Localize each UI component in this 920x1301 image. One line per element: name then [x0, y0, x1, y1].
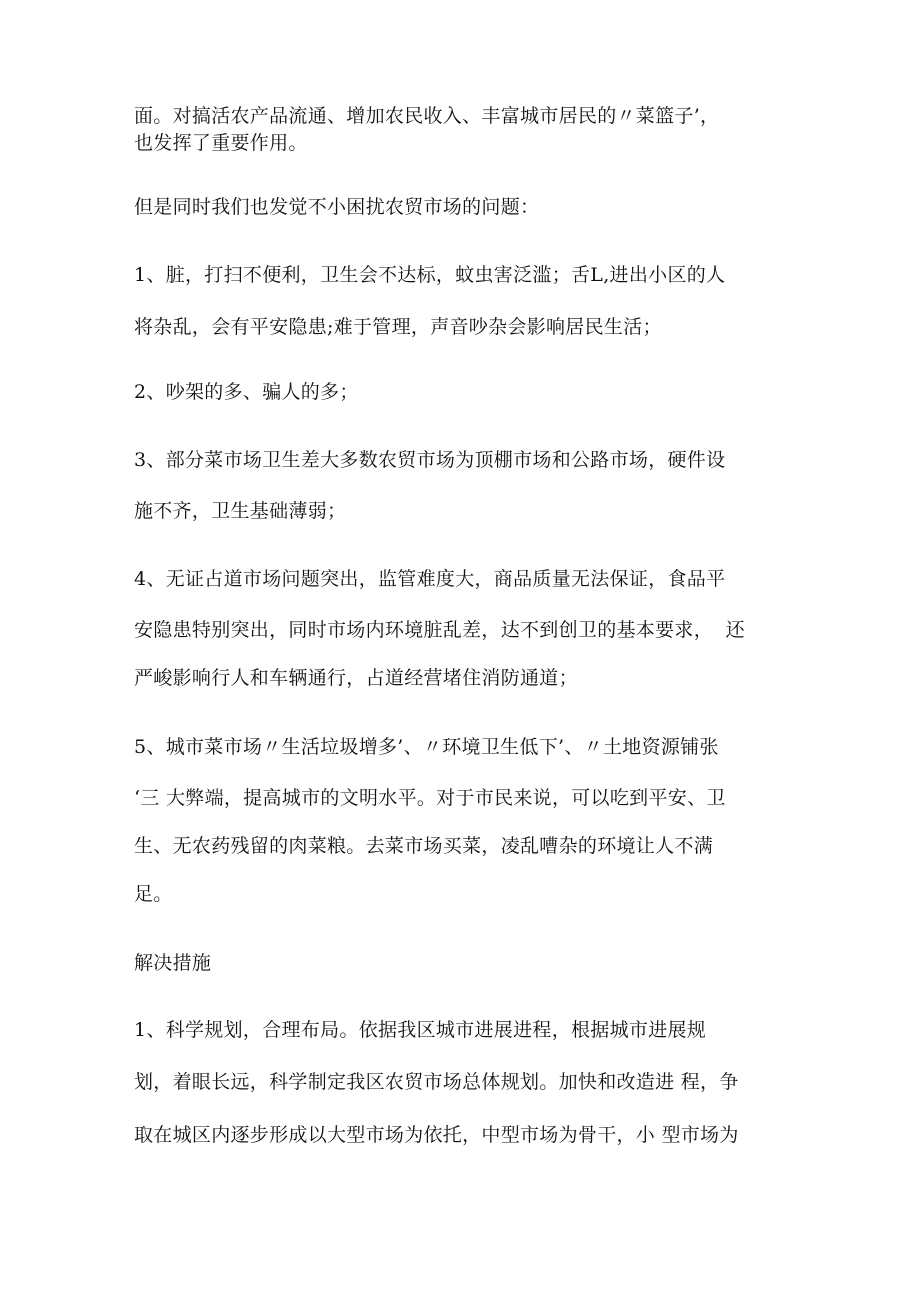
text-line: 足。: [134, 883, 173, 905]
text-line: 4、无证占道市场问题突出，监管难度大，商品质量无法保证，食品平: [134, 568, 726, 590]
text-line: 安隐患特别突出，同时市场内环境脏乱差，达不到创卫的基本要求， 还: [134, 619, 745, 641]
text-line: 面。对搞活农产品流通、增加农民收入、丰富城市居民的〃菜篮子’，: [134, 105, 720, 127]
text-line: 严峻影响行人和车辆通行，占道经营堵住消防通道；: [134, 667, 578, 689]
text-line: 2、吵架的多、骗人的多；: [134, 381, 359, 403]
text-line: 1、科学规划，合理布局。依据我区城市进展进程，根据城市进展规: [134, 1019, 707, 1041]
section-heading: 解决措施: [134, 952, 212, 974]
text-line: 但是同时我们也发觉不小困扰农贸市场的问题：: [134, 196, 540, 218]
text-line: 也发挥了重要作用。: [134, 132, 308, 154]
text-line: 5、城市菜市场〃生活垃圾增多’、〃环境卫生低下’、〃土地资源铺张: [134, 736, 719, 758]
text-line: 施不齐，卫生基础薄弱；: [134, 500, 347, 522]
text-line: 3、部分菜市场卫生差大多数农贸市场为顶棚市场和公路市场，硬件设: [134, 449, 726, 471]
text-line: 1、脏，打扫不便利，卫生会不达标，蚊虫害泛滥；舌L,进出小区的人: [134, 264, 726, 286]
text-line: 取在城区内逐步形成以大型市场为依托，中型市场为骨干，小 型市场为: [134, 1124, 739, 1146]
text-line: 划，着眼长远，科学制定我区农贸市场总体规划。加快和改造进 程，争: [134, 1071, 739, 1093]
text-line: ‘三 大弊端，提高城市的文明水平。对于市民来说，可以吃到平安、卫: [134, 787, 726, 809]
text-line: 生、无农药残留的肉菜粮。去菜市场买菜，凌乱嘈杂的环境让人不满: [134, 835, 714, 857]
text-line: 将杂乱，会有平安隐患;难于管理，声音吵杂会影响居民生活；: [134, 316, 662, 338]
